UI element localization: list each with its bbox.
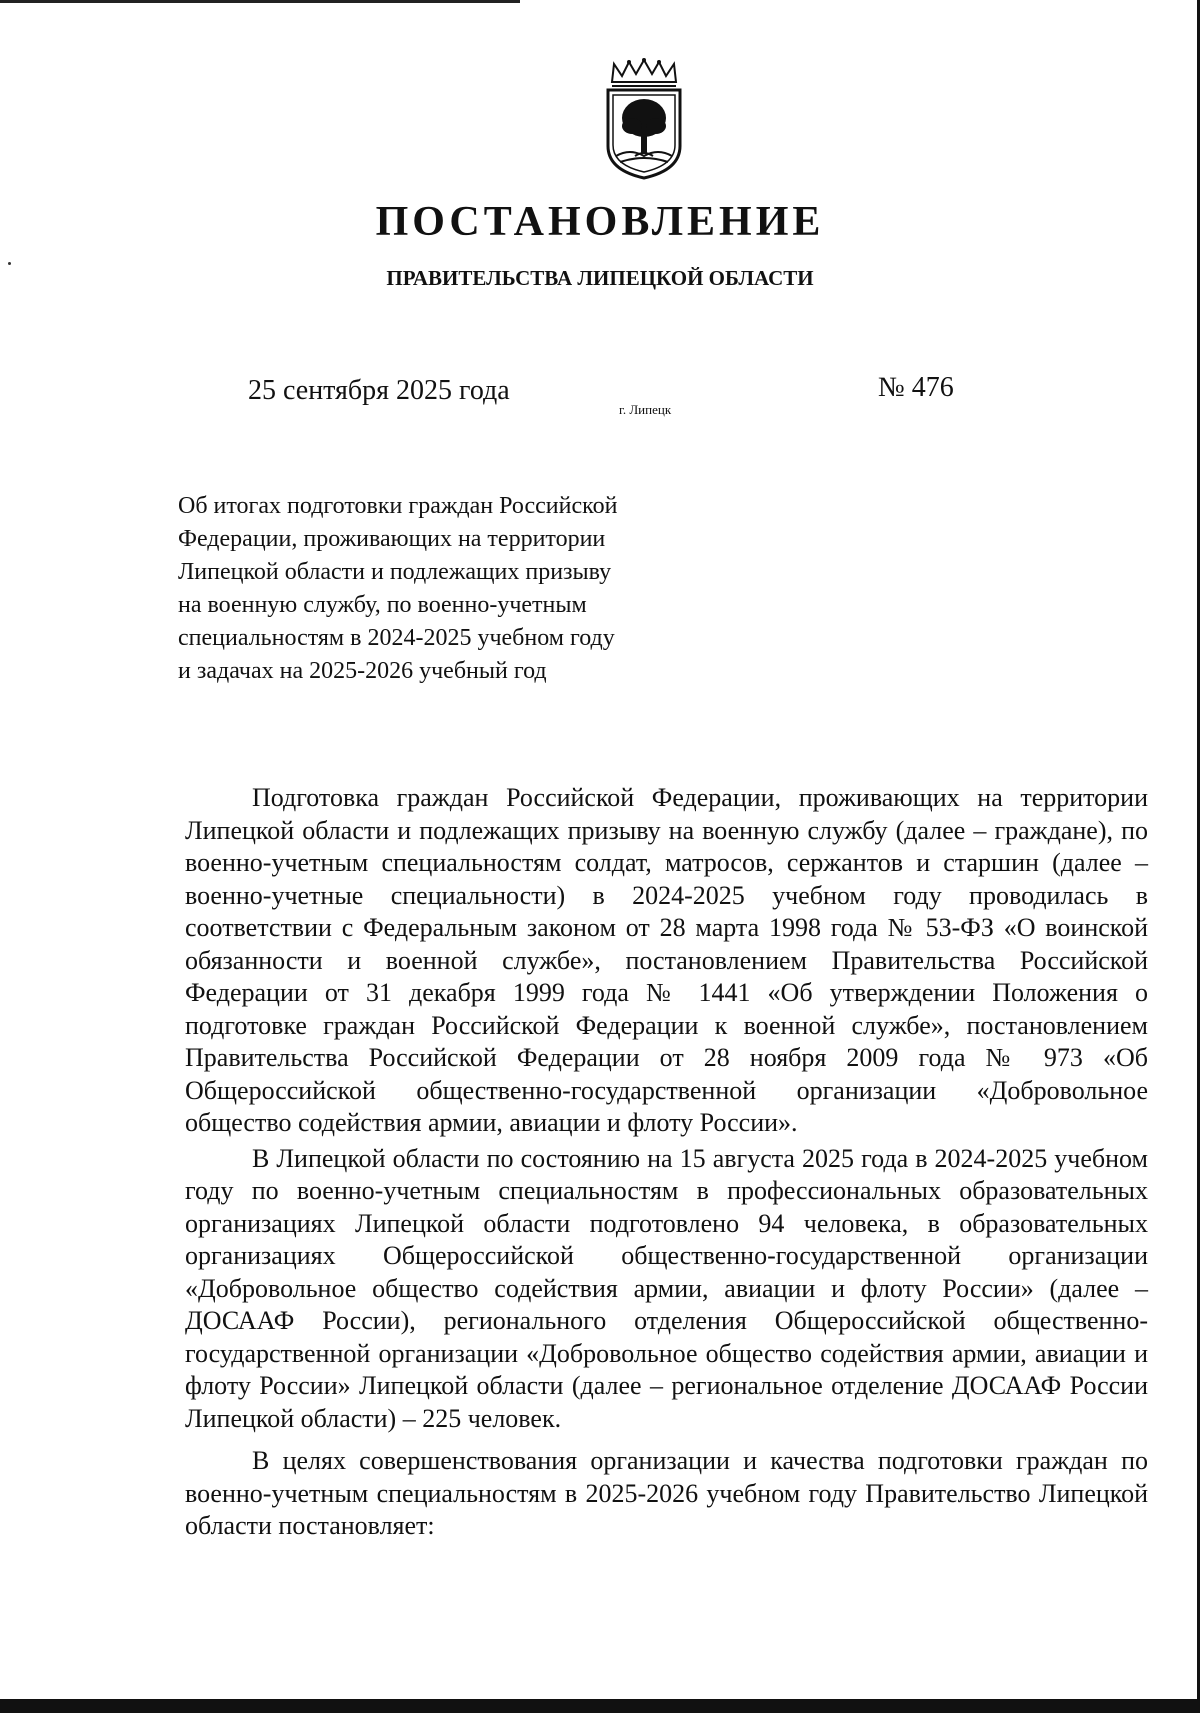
scan-edge-top bbox=[0, 0, 520, 3]
document-subtitle: ПРАВИТЕЛЬСТВА ЛИПЕЦКОЙ ОБЛАСТИ bbox=[386, 266, 814, 290]
scan-edge-bottom bbox=[0, 1699, 1200, 1713]
body-paragraph: Подготовка граждан Российской Федерации, проживающих на территории Липецкой области и подлежащих призыву на военную службу (далее – граждане), по военно-учетным специальностям солдат, матросов, сержантов и старшин (далее – военно-учетные специальности) в 2024-2025 учебном году проводилась в соответствии с Федеральным законом от 28 марта 1998 года № 53-ФЗ «О воинской обязанности и военной службе», постановлением Правительства Российской Федерации от 31 декабря 1999 года № 1441 «Об утверждении Положения о подготовке граждан Российской Федерации к военной службе», постановлением Правительства Российской Федерации от 28 ноября 2009 года № 973 «Об Общероссийской общественно-государственной организации «Добровольное общество содействия армии, авиации и флоту России». bbox=[185, 783, 1148, 1137]
document-title: ПОСТАНОВЛЕНИЕ bbox=[375, 199, 825, 245]
document-number: № 476 bbox=[878, 372, 954, 403]
document-heading bbox=[178, 490, 738, 688]
heading-line: специальностям в 2024-2025 учебном году bbox=[178, 625, 615, 651]
document-date: 25 сентября 2025 года bbox=[248, 375, 510, 406]
heading-line: и задачах на 2025-2026 учебный год bbox=[178, 658, 547, 684]
heading-line: Об итогах подготовки граждан Российской bbox=[178, 493, 618, 519]
heading-line: Федерации, проживающих на территории bbox=[178, 526, 606, 552]
body-paragraph: В целях совершенствования организации и качества подготовки граждан по военно-учетным специальностям в 2025-2026 учебном году Правительство Липецкой области постановляет: bbox=[185, 1446, 1148, 1540]
lipetsk-coat-of-arms-icon bbox=[602, 58, 686, 180]
heading-line: на военную службу, по военно-учетным bbox=[178, 592, 587, 618]
document-body bbox=[185, 782, 1148, 1543]
scan-speck bbox=[8, 262, 11, 265]
document-city: г. Липецк bbox=[619, 402, 672, 417]
body-paragraph: В Липецкой области по состоянию на 15 августа 2025 года в 2024-2025 учебном году по военно-учетным специальностям в профессиональных образовательных организациях Липецкой области подготовлено 94 человека, в образовательных организациях Общероссийской общественно-государственной организации «Добровольное общество содействия армии, авиации и флоту России» (далее – ДОСААФ России), регионального отделения Общероссийской общественно-государственной организации «Добровольное общество содействия армии, авиации и флоту России» Липецкой области (далее – региональное отделение ДОСААФ России Липецкой области) – 225 человек. bbox=[185, 1143, 1148, 1433]
heading-line: Липецкой области и подлежащих призыву bbox=[178, 559, 612, 585]
